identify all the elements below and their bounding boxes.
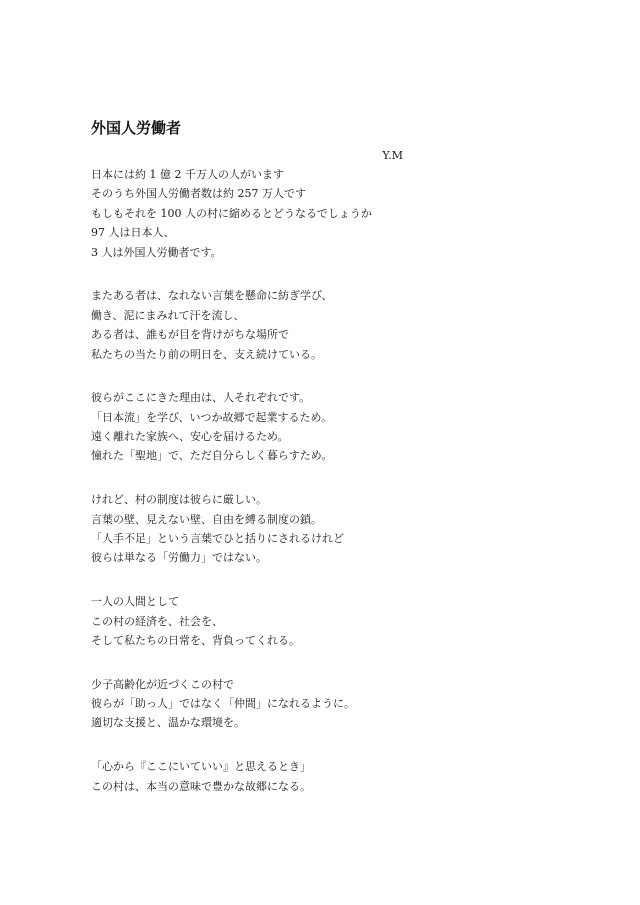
stanza xyxy=(91,757,561,796)
poem-line: 適切な支援と、温かな環境を。 xyxy=(91,716,245,730)
poem-line: そのうち外国人労働者数は約 257 万人です xyxy=(91,187,306,201)
poem-line: 憧れた「聖地」で、ただ自分らしく暮らすため。 xyxy=(91,449,333,463)
poem-line: この村は、本当の意味で豊かな故郷になる。 xyxy=(91,779,311,793)
poem-line: 言葉の壁、見えない壁、自由を縛る制度の鎖。 xyxy=(91,512,322,526)
poem-line: けれど、村の制度は彼らに厳しい。 xyxy=(91,493,267,507)
poem-line: 遠く離れた家族へ、安心を届けるため。 xyxy=(91,430,289,444)
poem-line: そして私たちの日常を、背負ってくれる。 xyxy=(91,633,300,647)
document-title: 外国人労働者 xyxy=(91,119,182,137)
poem-line: この村の経済を、社会を、 xyxy=(91,614,223,628)
author-name: Y.M xyxy=(382,149,403,162)
poem-line: 日本には約 1 億 2 千万人の人がいます xyxy=(91,168,284,181)
poem-line: 私たちの当たり前の明日を、支え続けている。 xyxy=(91,347,322,361)
poem-line: またある者は、なれない言葉を懸命に紡ぎ学び、 xyxy=(91,289,333,303)
poem-line: 彼らが「助っ人」ではなく「仲間」になれるように。 xyxy=(91,697,355,711)
poem-line: 「日本流」を学び、いつか故郷で起業するため。 xyxy=(91,410,333,424)
poem-line: 少子高齢化が近づくこの村で xyxy=(91,677,234,691)
stanza xyxy=(91,388,561,466)
poem-line: 「人手不足」という言葉でひと括りにされるけれど xyxy=(91,531,344,545)
stanza xyxy=(91,165,561,262)
poem-body xyxy=(91,165,561,820)
poem-line: 一人の人間として xyxy=(91,595,179,609)
poem-line: 97 人は日本人、 xyxy=(91,226,175,240)
poem-line: 「心から『ここにいていい』と思えるとき」 xyxy=(91,760,311,774)
poem-line: 彼らは単なる「労働力」ではない。 xyxy=(91,551,267,565)
stanza xyxy=(91,286,561,364)
poem-line: 3 人は外国人労働者です。 xyxy=(91,245,222,259)
poem-line: ある者は、誰もが目を背けがちな場所で xyxy=(91,328,289,342)
poem-line: もしもそれを 100 人の村に縮めるとどうなるでしょうか xyxy=(91,206,372,220)
stanza xyxy=(91,592,561,650)
stanza xyxy=(91,675,561,733)
stanza xyxy=(91,490,561,568)
poem-line: 働き、泥にまみれて汗を流し、 xyxy=(91,308,245,322)
poem-line: 彼らがここにきた理由は、人それぞれです。 xyxy=(91,391,311,405)
